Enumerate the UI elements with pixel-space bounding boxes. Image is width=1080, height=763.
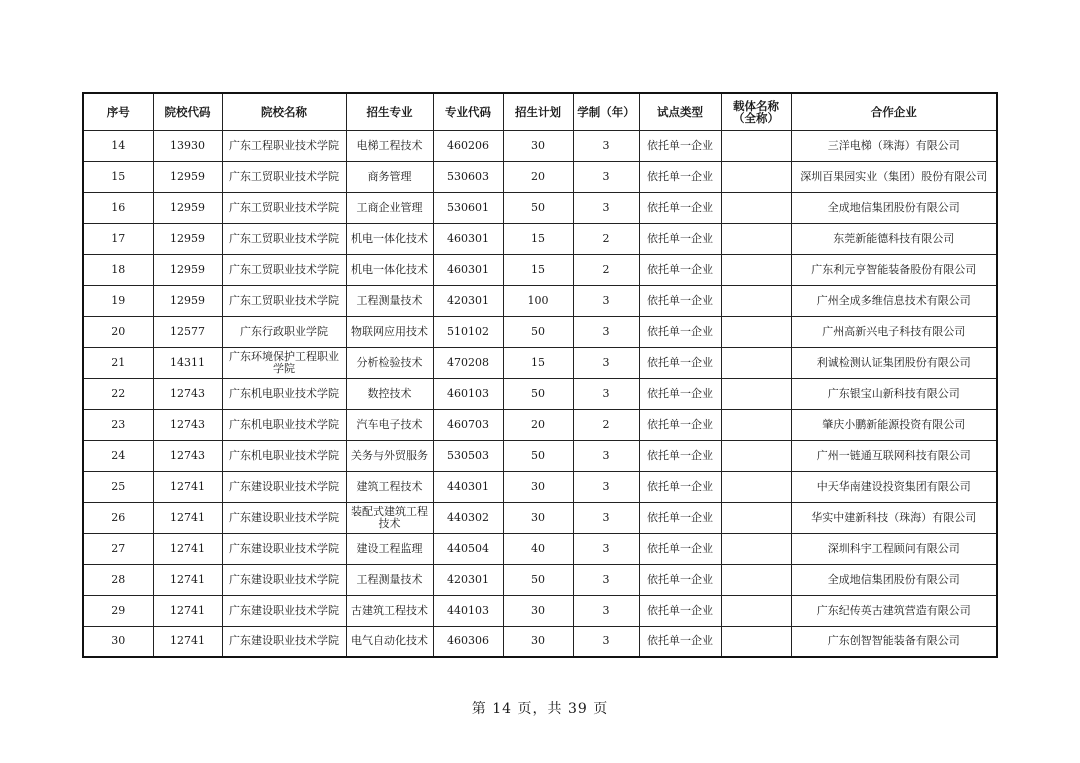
cell-duration: 3 [573,471,639,502]
cell-school-name: 广东工贸职业技术学院 [222,192,346,223]
table-row [83,564,997,595]
cell-plan: 30 [503,595,573,626]
cell-partner-company: 华实中建新科技（珠海）有限公司 [791,502,997,533]
cell-pilot-type: 依托单一企业 [639,254,721,285]
cell-pilot-type: 依托单一企业 [639,378,721,409]
cell-duration: 3 [573,347,639,378]
cell-major-code: 440302 [433,502,503,533]
cell-partner-company: 广州一链通互联网科技有限公司 [791,440,997,471]
header-partner-company: 合作企业 [791,93,997,130]
cell-duration: 3 [573,502,639,533]
table-row [83,595,997,626]
cell-school-code: 12577 [153,316,222,347]
cell-major: 物联网应用技术 [346,316,433,347]
cell-partner-company: 深圳百果园实业（集团）股份有限公司 [791,161,997,192]
cell-major: 工商企业管理 [346,192,433,223]
cell-pilot-type: 依托单一企业 [639,316,721,347]
cell-pilot-type: 依托单一企业 [639,192,721,223]
cell-duration: 3 [573,192,639,223]
table-row [83,533,997,564]
cell-plan: 50 [503,378,573,409]
cell-school-name: 广东机电职业技术学院 [222,409,346,440]
cell-plan: 100 [503,285,573,316]
header-school-code: 院校代码 [153,93,222,130]
cell-school-code: 12959 [153,161,222,192]
cell-school-name: 广东工贸职业技术学院 [222,285,346,316]
cell-major: 机电一体化技术 [346,254,433,285]
cell-major: 机电一体化技术 [346,223,433,254]
cell-duration: 2 [573,254,639,285]
cell-school-code: 12741 [153,502,222,533]
cell-index: 25 [83,471,153,502]
cell-partner-company: 广州高新兴电子科技有限公司 [791,316,997,347]
cell-carrier-name [721,409,791,440]
cell-major: 工程测量技术 [346,285,433,316]
header-school-name: 院校名称 [222,93,346,130]
cell-school-code: 12741 [153,533,222,564]
cell-school-name: 广东建设职业技术学院 [222,471,346,502]
cell-index: 20 [83,316,153,347]
cell-duration: 3 [573,316,639,347]
cell-pilot-type: 依托单一企业 [639,161,721,192]
header-major-code: 专业代码 [433,93,503,130]
cell-plan: 20 [503,409,573,440]
table-row [83,347,997,378]
header-pilot-type: 试点类型 [639,93,721,130]
table-row [83,440,997,471]
cell-major: 装配式建筑工程技术 [346,502,433,533]
cell-index: 28 [83,564,153,595]
cell-duration: 3 [573,564,639,595]
cell-school-name: 广东建设职业技术学院 [222,595,346,626]
cell-school-code: 12741 [153,471,222,502]
cell-index: 22 [83,378,153,409]
cell-pilot-type: 依托单一企业 [639,130,721,161]
cell-plan: 15 [503,347,573,378]
cell-plan: 40 [503,533,573,564]
cell-carrier-name [721,130,791,161]
table-row [83,378,997,409]
table-row [83,409,997,440]
header-carrier-name: 载体名称（全称） [721,93,791,130]
cell-duration: 3 [573,285,639,316]
cell-major-code: 530603 [433,161,503,192]
cell-index: 23 [83,409,153,440]
cell-school-code: 13930 [153,130,222,161]
cell-carrier-name [721,533,791,564]
cell-pilot-type: 依托单一企业 [639,595,721,626]
table-row [83,192,997,223]
cell-plan: 30 [503,626,573,657]
cell-major: 商务管理 [346,161,433,192]
table-row [83,161,997,192]
cell-carrier-name [721,440,791,471]
cell-carrier-name [721,316,791,347]
cell-plan: 30 [503,130,573,161]
cell-school-code: 12741 [153,564,222,595]
cell-partner-company: 广东创智智能装备有限公司 [791,626,997,657]
cell-major-code: 460301 [433,223,503,254]
cell-carrier-name [721,564,791,595]
cell-major: 建筑工程技术 [346,471,433,502]
cell-school-code: 12741 [153,595,222,626]
cell-pilot-type: 依托单一企业 [639,502,721,533]
table-row [83,502,997,533]
cell-major-code: 460703 [433,409,503,440]
cell-partner-company: 肇庆小鹏新能源投资有限公司 [791,409,997,440]
cell-index: 18 [83,254,153,285]
cell-carrier-name [721,378,791,409]
cell-carrier-name [721,502,791,533]
cell-pilot-type: 依托单一企业 [639,626,721,657]
cell-duration: 3 [573,533,639,564]
table-row [83,285,997,316]
page-number: 第 14 页，共 39 页 [471,701,609,717]
header-duration: 学制（年） [573,93,639,130]
cell-carrier-name [721,595,791,626]
cell-major-code: 420301 [433,564,503,595]
cell-duration: 3 [573,378,639,409]
cell-partner-company: 全成地信集团股份有限公司 [791,192,997,223]
cell-partner-company: 利诚检测认证集团股份有限公司 [791,347,997,378]
cell-pilot-type: 依托单一企业 [639,285,721,316]
cell-plan: 30 [503,502,573,533]
cell-index: 24 [83,440,153,471]
cell-school-code: 12959 [153,254,222,285]
cell-school-name: 广东机电职业技术学院 [222,440,346,471]
cell-duration: 3 [573,161,639,192]
cell-major-code: 460306 [433,626,503,657]
cell-school-name: 广东建设职业技术学院 [222,533,346,564]
cell-partner-company: 三洋电梯（珠海）有限公司 [791,130,997,161]
cell-school-code: 12743 [153,440,222,471]
table-row [83,471,997,502]
header-major: 招生专业 [346,93,433,130]
cell-carrier-name [721,192,791,223]
cell-partner-company: 全成地信集团股份有限公司 [791,564,997,595]
cell-duration: 3 [573,130,639,161]
table-row [83,254,997,285]
cell-school-code: 14311 [153,347,222,378]
cell-carrier-name [721,223,791,254]
cell-major: 古建筑工程技术 [346,595,433,626]
cell-carrier-name [721,285,791,316]
cell-index: 26 [83,502,153,533]
cell-major-code: 460103 [433,378,503,409]
cell-school-code: 12743 [153,409,222,440]
cell-index: 21 [83,347,153,378]
cell-index: 14 [83,130,153,161]
cell-major: 工程测量技术 [346,564,433,595]
cell-school-name: 广东环境保护工程职业学院 [222,347,346,378]
cell-duration: 2 [573,409,639,440]
cell-major: 分析检验技术 [346,347,433,378]
cell-partner-company: 深圳科宇工程顾问有限公司 [791,533,997,564]
cell-duration: 3 [573,595,639,626]
cell-major-code: 440301 [433,471,503,502]
cell-partner-company: 广东纪传英古建筑营造有限公司 [791,595,997,626]
cell-plan: 50 [503,564,573,595]
cell-duration: 2 [573,223,639,254]
cell-carrier-name [721,626,791,657]
cell-school-name: 广东行政职业学院 [222,316,346,347]
cell-plan: 50 [503,440,573,471]
cell-school-code: 12959 [153,223,222,254]
table-row [83,316,997,347]
cell-partner-company: 广州全成多维信息技术有限公司 [791,285,997,316]
cell-school-name: 广东机电职业技术学院 [222,378,346,409]
cell-major: 电梯工程技术 [346,130,433,161]
cell-index: 16 [83,192,153,223]
cell-pilot-type: 依托单一企业 [639,223,721,254]
cell-major: 关务与外贸服务 [346,440,433,471]
header-index: 序号 [83,93,153,130]
cell-major-code: 510102 [433,316,503,347]
cell-carrier-name [721,471,791,502]
cell-major-code: 530503 [433,440,503,471]
cell-index: 19 [83,285,153,316]
cell-partner-company: 东莞新能德科技有限公司 [791,223,997,254]
table-row [83,626,997,657]
cell-school-name: 广东工程职业技术学院 [222,130,346,161]
cell-index: 15 [83,161,153,192]
cell-school-name: 广东工贸职业技术学院 [222,161,346,192]
table-row [83,130,997,161]
cell-school-code: 12743 [153,378,222,409]
cell-plan: 15 [503,223,573,254]
cell-carrier-name [721,347,791,378]
cell-pilot-type: 依托单一企业 [639,347,721,378]
cell-major: 汽车电子技术 [346,409,433,440]
cell-major-code: 460301 [433,254,503,285]
cell-major-code: 470208 [433,347,503,378]
cell-index: 27 [83,533,153,564]
table-body [83,130,997,657]
cell-major-code: 530601 [433,192,503,223]
cell-index: 30 [83,626,153,657]
cell-major-code: 440504 [433,533,503,564]
cell-school-code: 12741 [153,626,222,657]
cell-school-name: 广东建设职业技术学院 [222,564,346,595]
cell-carrier-name [721,254,791,285]
cell-plan: 50 [503,192,573,223]
cell-school-code: 12959 [153,285,222,316]
cell-school-name: 广东工贸职业技术学院 [222,254,346,285]
cell-plan: 30 [503,471,573,502]
cell-major: 电气自动化技术 [346,626,433,657]
cell-plan: 15 [503,254,573,285]
cell-partner-company: 中天华南建设投资集团有限公司 [791,471,997,502]
cell-pilot-type: 依托单一企业 [639,471,721,502]
cell-index: 17 [83,223,153,254]
cell-pilot-type: 依托单一企业 [639,440,721,471]
cell-duration: 3 [573,626,639,657]
cell-major: 建设工程监理 [346,533,433,564]
cell-school-code: 12959 [153,192,222,223]
table-header-row [83,93,997,130]
cell-school-name: 广东工贸职业技术学院 [222,223,346,254]
cell-pilot-type: 依托单一企业 [639,409,721,440]
cell-carrier-name [721,161,791,192]
enrollment-table [82,92,998,658]
cell-plan: 20 [503,161,573,192]
cell-plan: 50 [503,316,573,347]
table-row [83,223,997,254]
cell-school-name: 广东建设职业技术学院 [222,626,346,657]
cell-duration: 3 [573,440,639,471]
cell-index: 29 [83,595,153,626]
header-enrollment-plan: 招生计划 [503,93,573,130]
cell-school-name: 广东建设职业技术学院 [222,502,346,533]
cell-major: 数控技术 [346,378,433,409]
cell-major-code: 440103 [433,595,503,626]
cell-partner-company: 广东银宝山新科技有限公司 [791,378,997,409]
cell-pilot-type: 依托单一企业 [639,564,721,595]
cell-major-code: 420301 [433,285,503,316]
cell-pilot-type: 依托单一企业 [639,533,721,564]
cell-major-code: 460206 [433,130,503,161]
cell-partner-company: 广东利元亨智能装备股份有限公司 [791,254,997,285]
